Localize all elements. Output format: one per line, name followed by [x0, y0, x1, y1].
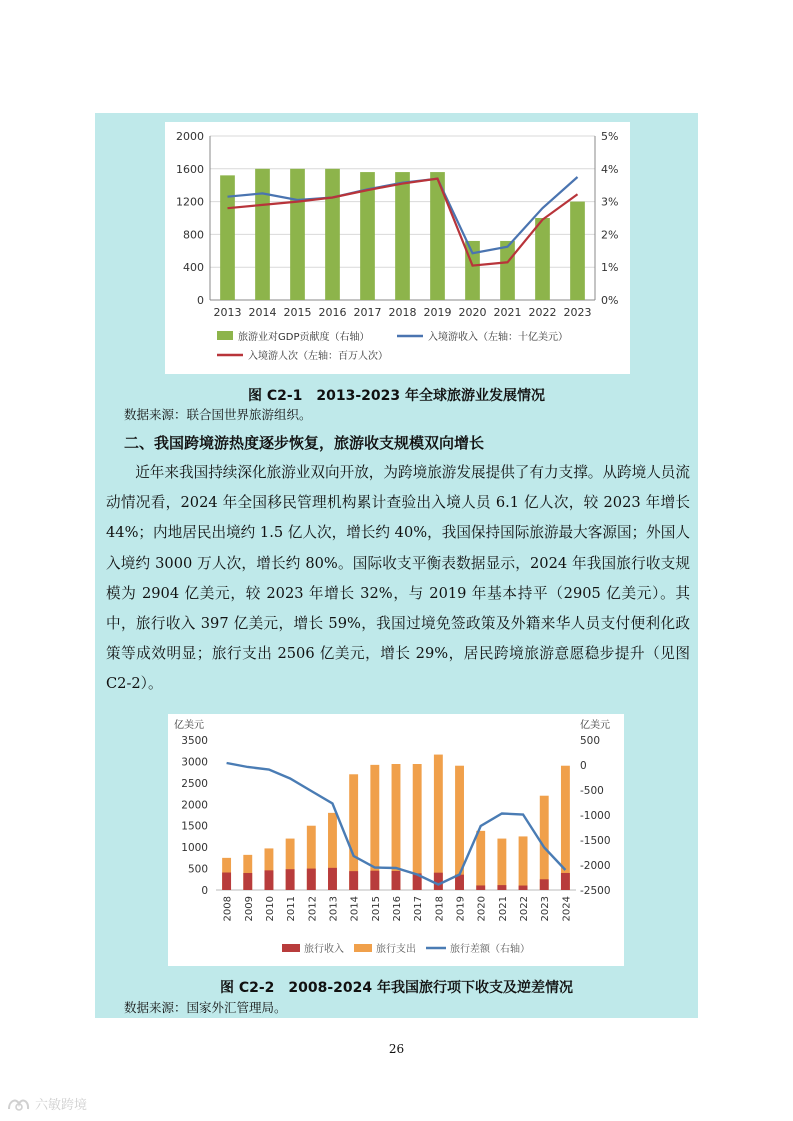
travel-receipts-bar	[307, 869, 316, 890]
figure1-source: 数据来源：联合国世界旅游组织。	[124, 407, 312, 422]
y-right-tick-label: 0	[580, 760, 587, 772]
travel-expenditure-bar	[519, 836, 528, 890]
legend-label: 旅行差额（右轴）	[450, 944, 530, 955]
gdp-contribution-bar	[255, 169, 270, 300]
y-left-tick-label: 800	[183, 228, 204, 242]
x-tick-label: 2022	[519, 896, 531, 922]
y-left-tick-label: 1000	[181, 842, 208, 855]
x-tick-label: 2023	[563, 306, 592, 319]
x-tick-label: 2009	[243, 896, 255, 922]
legend-swatch	[217, 331, 233, 340]
y-right-tick-label: -2500	[580, 885, 611, 897]
legend-swatch	[354, 944, 372, 952]
travel-receipts-bar	[286, 869, 295, 890]
y-left-tick-label: 1200	[176, 195, 204, 209]
y-left-tick-label: 2000	[181, 799, 208, 812]
x-tick-label: 2018	[388, 306, 417, 319]
y-left-tick-label: 1500	[181, 820, 208, 833]
y-right-tick-label: 500	[580, 735, 601, 747]
figure1-caption: 图 C2-1 2013-2023 年全球旅游业发展情况	[247, 388, 546, 404]
travel-expenditure-bar	[561, 766, 570, 890]
section-heading: 二、我国跨境游热度逐步恢复，旅游收支规模双向增长	[124, 434, 485, 452]
watermark-text: 六敏跨境	[35, 1098, 88, 1113]
travel-expenditure-bar	[497, 839, 506, 890]
legend-label: 入境游收入（左轴：十亿美元）	[428, 332, 568, 343]
gdp-contribution-bar	[290, 169, 305, 300]
legend-label: 旅行收入	[304, 944, 344, 955]
x-tick-label: 2010	[264, 896, 276, 922]
y-right-tick-label: 1%	[601, 261, 619, 275]
x-tick-label: 2022	[528, 306, 557, 319]
y-right-tick-label: 3%	[601, 195, 619, 209]
y-left-tick-label: 500	[187, 863, 208, 876]
y-left-unit: 亿美元	[174, 720, 204, 731]
travel-receipts-bar	[243, 873, 252, 890]
x-tick-label: 2021	[493, 306, 522, 319]
x-tick-label: 2015	[370, 896, 382, 922]
travel-receipts-bar	[328, 868, 337, 890]
travel-receipts-bar	[222, 873, 231, 890]
y-right-tick-label: 5%	[601, 130, 619, 143]
y-left-tick-label: 0	[201, 885, 208, 897]
y-left-tick-label: 0	[197, 294, 204, 307]
x-tick-label: 2008	[222, 896, 234, 922]
x-tick-label: 2016	[392, 896, 403, 922]
page-number: 26	[388, 1042, 405, 1056]
figure2-source: 数据来源：国家外汇管理局。	[124, 1000, 287, 1015]
y-left-tick-label: 1600	[176, 162, 204, 176]
y-left-tick-label: 400	[183, 261, 204, 275]
travel-receipts-bar	[497, 885, 506, 890]
x-tick-label: 2020	[476, 896, 488, 922]
y-left-tick-label: 3500	[181, 735, 208, 747]
y-right-tick-label: 0%	[601, 294, 619, 307]
body-paragraph: 近年来我国持续深化旅游业双向开放，为跨境旅游发展提供了有力支撑。从跨境人员流动情况看，2024 年全国移民管理机构累计查验出入境人员 6.1 亿人次，较 2023 年增长 44%；内地居民出境约 1.5 亿人次，增长约 40%，我国保持国际旅游最大客源国；外国人入境约 3000 万人次，增长约 80%。国际收支平衡表数据显示，2024 年我国旅行收支规模为 2904 亿美元，较 2023 年增长 32%，与 2019 年基本持平（2905 亿美元）。其中，旅行收入 397 亿美元，增长 59%，我国过境免签政策及外籍来华人员支付便利化政策等成效明显；旅行支出 2506 亿美元，增长 29%，居民跨境旅游意愿稳步提升（见图 C2-2）。	[106, 464, 690, 693]
y-right-tick-label: -1500	[580, 835, 611, 847]
x-tick-label: 2016	[318, 306, 347, 319]
travel-receipts-bar	[434, 873, 443, 890]
watermark	[6, 1094, 87, 1113]
x-tick-label: 2019	[423, 306, 452, 319]
travel-receipts-bar	[370, 871, 379, 890]
chart-china-travel	[168, 714, 624, 966]
legend-label: 旅行支出	[376, 944, 416, 955]
x-tick-label: 2014	[248, 306, 277, 319]
x-tick-label: 2017	[413, 896, 425, 922]
y-left-tick-label: 2000	[176, 130, 204, 143]
x-tick-label: 2012	[307, 896, 319, 922]
x-tick-label: 2018	[434, 896, 446, 922]
travel-receipts-bar	[540, 879, 549, 890]
x-tick-label: 2013	[213, 306, 242, 319]
chart1-svg	[165, 122, 630, 374]
gdp-contribution-bar	[395, 172, 410, 300]
gdp-contribution-bar	[325, 169, 340, 300]
gdp-contribution-bar	[570, 202, 585, 300]
gdp-contribution-bar	[220, 175, 235, 300]
figure2-caption: 图 C2-2 2008-2024 年我国旅行项下收支及逆差情况	[219, 980, 574, 996]
travel-receipts-bar	[264, 870, 273, 890]
y-right-unit: 亿美元	[580, 720, 610, 731]
x-tick-label: 2011	[286, 896, 298, 922]
travel-expenditure-bar	[434, 755, 443, 890]
travel-expenditure-bar	[413, 764, 422, 890]
x-tick-label: 2021	[497, 896, 509, 922]
y-right-tick-label: 2%	[601, 228, 619, 242]
travel-expenditure-bar	[476, 831, 485, 890]
y-right-tick-label: -1000	[580, 810, 611, 822]
x-tick-label: 2019	[455, 896, 467, 922]
legend-label: 入境游人次（左轴：百万人次）	[248, 351, 388, 362]
travel-receipts-bar	[561, 873, 570, 890]
legend-label: 旅游业对GDP贡献度（右轴）	[238, 332, 370, 343]
legend-swatch	[282, 944, 300, 952]
travel-expenditure-bar	[455, 766, 464, 890]
travel-receipts-bar	[476, 885, 485, 890]
watermark-logo-icon	[6, 1095, 32, 1113]
x-tick-label: 2020	[458, 306, 487, 319]
x-tick-label: 2024	[561, 896, 573, 922]
x-tick-label: 2017	[353, 306, 382, 319]
x-tick-label: 2023	[540, 896, 552, 922]
gdp-contribution-bar	[500, 241, 515, 300]
gdp-contribution-bar	[465, 241, 480, 300]
y-right-tick-label: 4%	[601, 162, 619, 176]
travel-receipts-bar	[392, 871, 401, 890]
chart2-svg	[168, 714, 624, 966]
y-right-tick-label: -500	[580, 785, 604, 797]
y-right-tick-label: -2000	[580, 860, 611, 872]
x-tick-label: 2015	[283, 306, 312, 319]
travel-receipts-bar	[349, 871, 358, 890]
x-tick-label: 2013	[328, 896, 340, 922]
gdp-contribution-bar	[535, 218, 550, 300]
chart-global-tourism	[165, 122, 630, 374]
x-tick-label: 2014	[349, 896, 361, 922]
travel-receipts-bar	[519, 886, 528, 890]
y-left-tick-label: 2500	[181, 777, 208, 790]
y-left-tick-label: 3000	[181, 756, 208, 769]
